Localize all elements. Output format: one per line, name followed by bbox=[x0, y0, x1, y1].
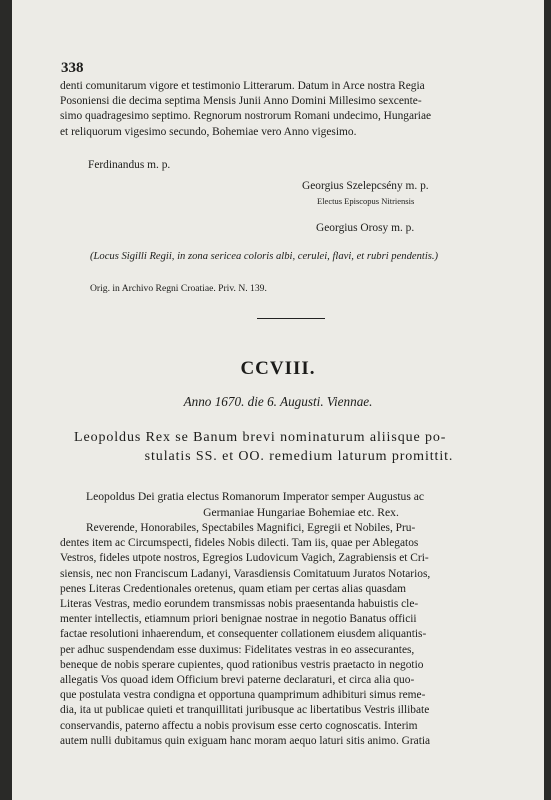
text-line: per adhuc suspendendam esse duximus: Fidelitates vestras in eo assecurantes, bbox=[60, 643, 415, 656]
text-line: Vestros, fideles utpote nostros, Egregios Ludovicum Vagich, Zagrabiensis et Cri- bbox=[60, 552, 429, 565]
text-line: et reliquorum vigesimo secundo, Bohemiae vero Anno vigesimo. bbox=[60, 125, 357, 138]
signature-orosy: Georgius Orosy m. p. bbox=[316, 222, 415, 234]
opening-paragraph bbox=[60, 79, 520, 140]
text-line: simo quadragesimo septimo. Regnorum nostrorum Romani undecimo, Hungariae bbox=[60, 110, 432, 123]
signature-szelepcseny: Georgius Szelepcsény m. p. bbox=[302, 180, 429, 192]
page-number: 338 bbox=[61, 60, 84, 76]
origin-note: Orig. in Archivo Regni Croatiae. Priv. N. 139. bbox=[90, 283, 267, 294]
text-line: dentes item ac Circumspecti, fideles Nobis dilecti. Tam iis, quae per Ablegatos bbox=[60, 537, 419, 550]
summary-line: stulatis SS. et OO. remedium laturum promittit. bbox=[144, 449, 454, 464]
text-line: menter intellectis, etiamnum priori benignae nostrae in negotio Banatus officii bbox=[60, 613, 417, 626]
text-line: Reverende, Honorabiles, Spectabiles Magnifici, Egregii et Nobiles, Pru- bbox=[86, 522, 416, 534]
signature-ferdinand: Ferdinandus m. p. bbox=[88, 159, 171, 171]
section-divider bbox=[257, 318, 325, 319]
text-line: que postulata vestra condigna et opportuna quamprimum adhibituri simus reme- bbox=[60, 689, 426, 702]
text-line: factae resolutioni inhaerendum, et consequenter collationem eiusdem aliquantis- bbox=[60, 628, 427, 641]
summary-line: Leopoldus Rex se Banum brevi nominaturum aliisque po- bbox=[74, 430, 447, 445]
main-paragraph bbox=[60, 521, 520, 749]
text-line: denti comunitarum vigore et testimonio Litterarum. Datum in Arce nostra Regia bbox=[60, 80, 425, 92]
text-line: penes Literas Credentionales oretenus, quam etiam per certas alias quasdam bbox=[60, 582, 407, 595]
document-summary bbox=[74, 428, 524, 466]
text-line: autem nulli dubitamus quin exiguam hanc moram aequo laturi sitis animo. Gratia bbox=[60, 734, 431, 747]
text-line: beneque de nobis sperare cupientes, quod rationibus vestris praetacto in negotio bbox=[60, 658, 424, 671]
text-line: dia, ita ut publicae quieti et tranquillitati juribusque ac libertatibus Vestris illibate bbox=[60, 704, 430, 717]
book-page bbox=[12, 0, 544, 800]
signature-szelepcseny-title: Electus Episcopus Nitriensis bbox=[317, 196, 415, 206]
seal-note: (Locus Sigilli Regii, in zona sericea coloris albi, cerulei, flavi, et rubri pendentis.) bbox=[90, 251, 439, 262]
inscription bbox=[86, 489, 516, 521]
text-line: siensis, nec non Franciscum Ladanyi, Varasdiensis Comitatuum Juratos Notarios, bbox=[60, 567, 431, 580]
text-line: allegatis Vos quoad idem Officium brevi paterne declaraturi, et circa alia quo- bbox=[60, 674, 415, 687]
text-line: Literas Vestras, medio eorundem transmissas nobis praesentanda habuistis cle- bbox=[60, 598, 419, 611]
inscription-line: Leopoldus Dei gratia electus Romanorum Imperator semper Augustus ac bbox=[86, 490, 425, 503]
date-line: Anno 1670. die 6. Augusti. Viennae. bbox=[183, 394, 373, 409]
document-number: CCVIII. bbox=[240, 358, 316, 379]
inscription-line: Germaniae Hungariae Bohemiae etc. Rex. bbox=[203, 506, 399, 519]
text-line: Posoniensi die decima septima Mensis Junii Anno Domini Millesimo sexcente- bbox=[60, 95, 422, 108]
text-line: conservandis, paterno affectu a nobis provisum esse certo cognoscatis. Interim bbox=[60, 719, 418, 732]
